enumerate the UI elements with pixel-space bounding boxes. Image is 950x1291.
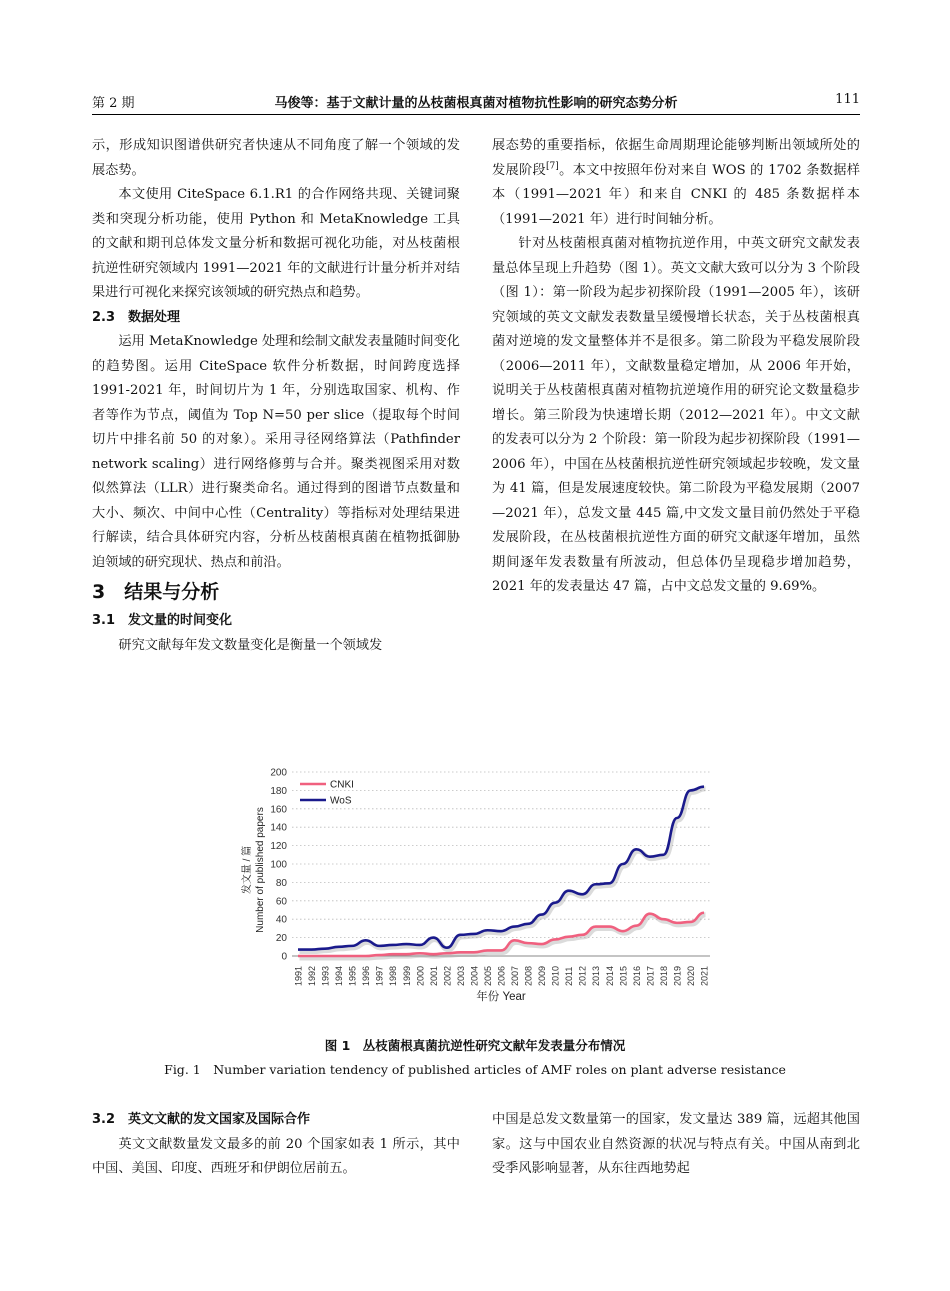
running-title: 马俊等：基于文献计量的丛枝菌根真菌对植物抗性影响的研究态势分析 [274,96,678,111]
series-shadow-wos [300,789,706,952]
x-tick-label: 2001 [428,965,439,986]
x-tick-label: 2018 [658,965,669,986]
y-tick-label: 140 [270,822,287,834]
legend-label: CNKI [330,779,354,791]
x-tick-label: 1993 [320,965,331,986]
right-paragraph-1 [492,134,860,232]
x-tick-label: 1992 [307,965,318,986]
y-tick-label: 160 [270,804,287,816]
x-tick-label: 1996 [361,965,372,986]
header-rule [92,114,860,115]
x-axis-label: 年份 Year [476,991,526,1003]
page-number: 111 [835,92,860,107]
right-paragraph-1b: 。本文中按照年份对来自 WOS 的 1702 条数据样本（1991—2021 年）和来自 CNKI 的 485 条数据样本（1991—2021 年）进行时间轴分析。 [492,162,860,227]
y-tick-label: 80 [275,877,287,889]
left-paragraph-2: 本文使用 CiteSpace 6.1.R1 的合作网络共现、关键词聚类和突现分析功能，使用 Python 和 MetaKnowledge 工具的文献和期刊总体发文量分析和数据可视化功能，对丛枝菌根抗逆性研究领域内 1991—2021 年的文献进行计量分析并对结果进行可视化来探究该领域的研究热点和趋势。 [92,187,460,300]
x-tick-label: 1991 [293,965,304,986]
right-paragraph-2: 针对丛枝菌根真菌对植物抗逆作用，中英文研究文献发表量总体呈现上升趋势（图 1）。英文文献大致可以分为 3 个阶段（图 1）：第一阶段为起步初探阶段（1991—2005 年），该研究领域的英文文献发表数量呈缓慢增长状态，关于丛枝菌根真菌对逆境的发文量整体并不是很多。第二阶段为平稳发展阶段（2006—2011 年），文献数量稳定增加，从 2006 年开始，说明关于丛枝菌根真菌对植物抗逆境作用的研究论文数量稳步增长。第三阶段为快速增长期（2012—2021 年）。中文文献的发表可以分为 2 个阶段：第一阶段为起步初探阶段（1991—2006 年），中国在丛枝菌根抗逆性研究领域起步较晚，发文量为 41 篇，但是发展速度较快。第二阶段为平稳发展期（2007—2021 年），总发文量 445 篇,中文发文量目前仍然处于平稳发展阶段，在丛枝菌根抗逆性方面的研究文献逐年增加，虽然期间逐年发表数量有所波动，但总体仍呈现稳步增加趋势，2021 年的发表量达 47 篇，占中文总发文量的 9.69%。 [492,236,860,594]
bottom-left-paragraph: 英文文献数量发文最多的前 20 个国家如表 1 所示，其中中国、美国、印度、西班牙和伊朗位居前五。 [92,1136,460,1176]
x-tick-label: 2016 [631,965,642,986]
y-tick-label: 0 [281,951,287,963]
bottom-left-column [92,1108,460,1182]
x-tick-label: 1999 [401,965,412,986]
x-tick-label: 1998 [388,965,399,986]
left-paragraph-3: 运用 MetaKnowledge 处理和绘制文献发表量随时间变化的趋势图。运用 CiteSpace 软件分析数据，时间跨度选择 1991-2021 年，时间切片为 1 年，分别选取国家、机构、作者等作为节点，阈值为 Top N=50 per slice（提取每个时间切片中排名前 50 的对象）。采用寻径网络算法（Pathfinder network scaling）进行网络修剪与合并。聚类视图采用对数似然算法（LLR）进行聚类命名。通过得到的图谱节点数量和大小、频次、中间中心性（Centrality）等指标对处理结果进行解读，结合具体研究内容，分析丛枝菌根真菌在植物抵御胁迫领域的研究现状、热点和前沿。 [92,334,460,570]
y-tick-label: 20 [275,933,287,945]
x-tick-label: 2021 [699,965,710,986]
x-tick-label: 2005 [482,965,493,986]
x-tick-label: 2020 [685,965,696,986]
x-tick-label: 1995 [347,965,358,986]
y-tick-label: 40 [275,914,287,926]
x-tick-label: 2003 [455,965,466,986]
left-paragraph-4: 研究文献每年发文数量变化是衡量一个领域发 [118,637,383,653]
bottom-right-paragraph: 中国是总发文数量第一的国家，发文量达 389 篇，远超其他国家。这与中国农业自然资源的状况与特点有关。中国从南到北受季风影响显著，从东往西地势起 [492,1112,860,1176]
right-paragraph-1a: 展态势的重要指标，依据生命周期理论能够判断出领域所处的发展阶段 [492,138,860,178]
y-tick-label: 100 [270,859,287,871]
x-tick-label: 2009 [537,965,548,986]
citation-ref: [7] [546,161,559,172]
x-tick-label: 1997 [374,965,385,986]
heading-3: 3 结果与分析 [92,581,220,603]
x-tick-label: 2006 [496,965,507,986]
y-axis-label-en: Number of published papers [255,807,266,933]
running-header [92,92,860,112]
x-tick-label: 2002 [442,965,453,986]
x-tick-label: 2008 [523,965,534,986]
right-column [492,134,860,600]
heading-3-1: 3.1 发文量的时间变化 [92,613,233,628]
issue-number: 第 2 期 [92,96,135,111]
left-column [92,134,460,658]
heading-3-2: 3.2 英文文献的发文国家及国际合作 [92,1112,311,1127]
x-tick-label: 2011 [564,966,575,986]
y-axis-label-cn: 发文量 / 篇 [242,845,253,895]
heading-2-3: 2.3 数据处理 [92,309,181,325]
y-tick-label: 180 [270,785,287,797]
x-tick-label: 2004 [469,965,480,986]
x-tick-label: 1994 [334,965,345,986]
y-tick-label: 200 [270,767,287,779]
x-tick-label: 2000 [415,965,426,986]
y-tick-label: 60 [275,896,287,908]
figure-caption-en: Fig. 1 Number variation tendency of published articles of AMF roles on plant adverse resistance [164,1062,786,1077]
figure-caption-cn: 图 1 丛枝菌根真菌抗逆性研究文献年发表量分布情况 [324,1038,626,1053]
x-tick-label: 2019 [672,965,683,986]
y-tick-label: 120 [270,841,287,853]
x-tick-label: 2010 [550,965,561,986]
x-tick-label: 2007 [510,965,521,986]
publication-trend-chart [236,762,720,1010]
x-tick-label: 2015 [618,965,629,986]
x-tick-label: 2017 [645,965,656,986]
x-tick-label: 2014 [604,965,615,986]
bottom-right-column [492,1108,860,1182]
x-tick-label: 2013 [591,965,602,986]
legend-label: WoS [330,795,352,807]
x-tick-label: 2012 [577,965,588,986]
left-paragraph-1: 示，形成知识图谱供研究者快速从不同角度了解一个领域的发展态势。 [92,138,460,178]
